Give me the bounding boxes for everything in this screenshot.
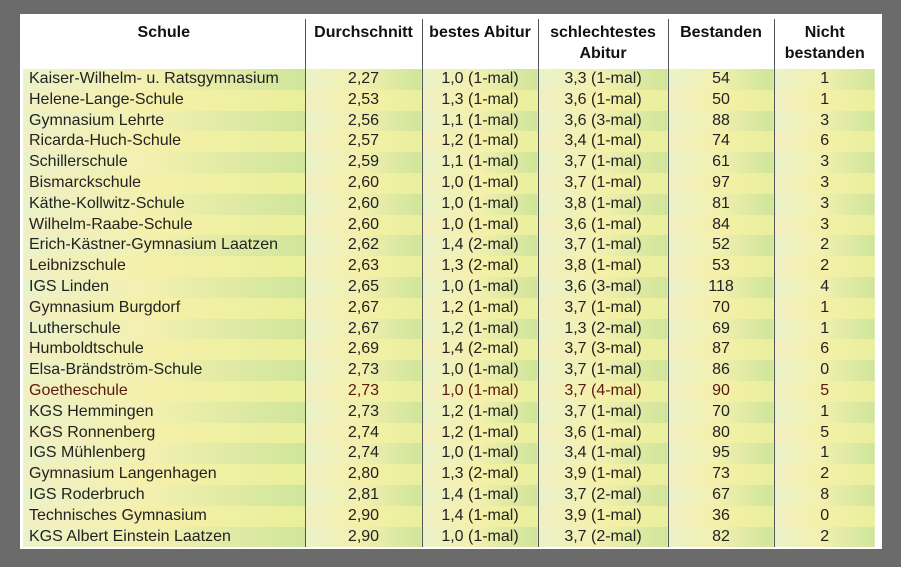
cell-worst: 3,6 (1-mal) — [538, 90, 668, 111]
cell-passed: 87 — [668, 339, 774, 360]
cell-worst: 3,9 (1-mal) — [538, 506, 668, 527]
cell-worst: 3,8 (1-mal) — [538, 194, 668, 215]
cell-failed: 3 — [774, 194, 875, 215]
cell-worst: 3,6 (3-mal) — [538, 277, 668, 298]
cell-best: 1,2 (1-mal) — [422, 423, 538, 444]
cell-failed: 2 — [774, 235, 875, 256]
table-row — [23, 256, 875, 277]
cell-worst: 3,7 (1-mal) — [538, 235, 668, 256]
header-bestes-abitur: bestes Abitur — [422, 19, 538, 69]
cell-school: Schillerschule — [23, 152, 305, 173]
cell-school: Helene-Lange-Schule — [23, 90, 305, 111]
cell-passed: 86 — [668, 360, 774, 381]
cell-passed: 74 — [668, 131, 774, 152]
cell-failed: 2 — [774, 527, 875, 548]
cell-worst: 1,3 (2-mal) — [538, 319, 668, 340]
cell-passed: 36 — [668, 506, 774, 527]
cell-worst: 3,7 (1-mal) — [538, 152, 668, 173]
cell-average: 2,27 — [305, 69, 422, 90]
cell-average: 2,73 — [305, 402, 422, 423]
cell-worst: 3,7 (1-mal) — [538, 360, 668, 381]
cell-school: Lutherschule — [23, 319, 305, 340]
cell-passed: 67 — [668, 485, 774, 506]
cell-best: 1,0 (1-mal) — [422, 277, 538, 298]
table-row — [23, 69, 875, 90]
table-row — [23, 277, 875, 298]
cell-failed: 6 — [774, 131, 875, 152]
cell-failed: 3 — [774, 111, 875, 132]
cell-best: 1,0 (1-mal) — [422, 527, 538, 548]
cell-best: 1,2 (1-mal) — [422, 402, 538, 423]
cell-passed: 82 — [668, 527, 774, 548]
table-row — [23, 173, 875, 194]
cell-school: Kaiser-Wilhelm- u. Ratsgymnasium — [23, 69, 305, 90]
cell-worst: 3,7 (2-mal) — [538, 485, 668, 506]
cell-worst: 3,4 (1-mal) — [538, 443, 668, 464]
cell-best: 1,4 (2-mal) — [422, 339, 538, 360]
cell-failed: 1 — [774, 298, 875, 319]
cell-school: Bismarckschule — [23, 173, 305, 194]
cell-passed: 84 — [668, 215, 774, 236]
cell-average: 2,53 — [305, 90, 422, 111]
cell-school: KGS Ronnenberg — [23, 423, 305, 444]
table-row — [23, 423, 875, 444]
header-nicht-bestanden: Nicht bestanden — [774, 19, 875, 69]
cell-best: 1,4 (1-mal) — [422, 485, 538, 506]
cell-average: 2,69 — [305, 339, 422, 360]
table-row — [23, 485, 875, 506]
cell-failed: 2 — [774, 464, 875, 485]
cell-worst: 3,7 (4-mal) — [538, 381, 668, 402]
cell-best: 1,2 (1-mal) — [422, 298, 538, 319]
cell-average: 2,67 — [305, 298, 422, 319]
cell-best: 1,2 (1-mal) — [422, 131, 538, 152]
cell-best: 1,3 (2-mal) — [422, 256, 538, 277]
table-row — [23, 381, 875, 402]
header-durchschnitt: Durchschnitt — [305, 19, 422, 69]
cell-passed: 70 — [668, 402, 774, 423]
cell-best: 1,0 (1-mal) — [422, 69, 538, 90]
cell-average: 2,60 — [305, 173, 422, 194]
cell-failed: 1 — [774, 69, 875, 90]
cell-average: 2,81 — [305, 485, 422, 506]
cell-worst: 3,9 (1-mal) — [538, 464, 668, 485]
cell-best: 1,4 (1-mal) — [422, 506, 538, 527]
cell-school: Elsa-Brändström-Schule — [23, 360, 305, 381]
cell-best: 1,0 (1-mal) — [422, 194, 538, 215]
cell-school: Gymnasium Lehrte — [23, 111, 305, 132]
cell-passed: 54 — [668, 69, 774, 90]
cell-best: 1,0 (1-mal) — [422, 381, 538, 402]
cell-school: Gymnasium Langenhagen — [23, 464, 305, 485]
cell-average: 2,56 — [305, 111, 422, 132]
cell-passed: 80 — [668, 423, 774, 444]
cell-average: 2,59 — [305, 152, 422, 173]
cell-school: Erich-Kästner-Gymnasium Laatzen — [23, 235, 305, 256]
cell-school: Wilhelm-Raabe-Schule — [23, 215, 305, 236]
table-row — [23, 131, 875, 152]
cell-best: 1,4 (2-mal) — [422, 235, 538, 256]
cell-worst: 3,7 (1-mal) — [538, 298, 668, 319]
school-results-table — [23, 19, 875, 547]
cell-school: IGS Roderbruch — [23, 485, 305, 506]
cell-failed: 1 — [774, 443, 875, 464]
cell-average: 2,67 — [305, 319, 422, 340]
cell-school: KGS Hemmingen — [23, 402, 305, 423]
cell-passed: 52 — [668, 235, 774, 256]
cell-average: 2,90 — [305, 527, 422, 548]
cell-failed: 1 — [774, 402, 875, 423]
cell-worst: 3,7 (1-mal) — [538, 402, 668, 423]
cell-worst: 3,6 (1-mal) — [538, 215, 668, 236]
cell-passed: 70 — [668, 298, 774, 319]
cell-average: 2,60 — [305, 194, 422, 215]
cell-school: IGS Mühlenberg — [23, 443, 305, 464]
cell-school: Ricarda-Huch-Schule — [23, 131, 305, 152]
cell-passed: 61 — [668, 152, 774, 173]
cell-average: 2,65 — [305, 277, 422, 298]
table-row — [23, 152, 875, 173]
cell-passed: 73 — [668, 464, 774, 485]
header-schlechtestes-abitur: schlechtestes Abitur — [538, 19, 668, 69]
table-header-row — [23, 19, 875, 69]
table-row — [23, 298, 875, 319]
cell-failed: 4 — [774, 277, 875, 298]
cell-passed: 97 — [668, 173, 774, 194]
cell-average: 2,74 — [305, 423, 422, 444]
cell-failed: 3 — [774, 152, 875, 173]
cell-best: 1,3 (2-mal) — [422, 464, 538, 485]
table-row — [23, 464, 875, 485]
cell-school: KGS Albert Einstein Laatzen — [23, 527, 305, 548]
cell-failed: 0 — [774, 506, 875, 527]
cell-passed: 50 — [668, 90, 774, 111]
cell-worst: 3,6 (3-mal) — [538, 111, 668, 132]
cell-average: 2,73 — [305, 381, 422, 402]
table-row — [23, 360, 875, 381]
table-row — [23, 527, 875, 548]
cell-average: 2,62 — [305, 235, 422, 256]
header-bestanden: Bestanden — [668, 19, 774, 69]
cell-best: 1,1 (1-mal) — [422, 152, 538, 173]
cell-school: Humboldtschule — [23, 339, 305, 360]
cell-worst: 3,4 (1-mal) — [538, 131, 668, 152]
cell-passed: 95 — [668, 443, 774, 464]
cell-school: Goetheschule — [23, 381, 305, 402]
cell-best: 1,0 (1-mal) — [422, 360, 538, 381]
cell-worst: 3,8 (1-mal) — [538, 256, 668, 277]
cell-school: Käthe-Kollwitz-Schule — [23, 194, 305, 215]
cell-school: Gymnasium Burgdorf — [23, 298, 305, 319]
table-row — [23, 339, 875, 360]
cell-worst: 3,6 (1-mal) — [538, 423, 668, 444]
cell-passed: 90 — [668, 381, 774, 402]
table-body — [23, 69, 875, 547]
table-row — [23, 506, 875, 527]
cell-passed: 69 — [668, 319, 774, 340]
table-row — [23, 111, 875, 132]
cell-average: 2,60 — [305, 215, 422, 236]
cell-best: 1,0 (1-mal) — [422, 215, 538, 236]
cell-best: 1,3 (1-mal) — [422, 90, 538, 111]
header-schule: Schule — [137, 24, 190, 41]
cell-best: 1,0 (1-mal) — [422, 173, 538, 194]
cell-failed: 5 — [774, 423, 875, 444]
cell-worst: 3,3 (1-mal) — [538, 69, 668, 90]
cell-failed: 6 — [774, 339, 875, 360]
table-row — [23, 443, 875, 464]
cell-failed: 3 — [774, 173, 875, 194]
cell-average: 2,90 — [305, 506, 422, 527]
cell-worst: 3,7 (3-mal) — [538, 339, 668, 360]
cell-failed: 1 — [774, 319, 875, 340]
cell-passed: 81 — [668, 194, 774, 215]
cell-best: 1,1 (1-mal) — [422, 111, 538, 132]
cell-school: IGS Linden — [23, 277, 305, 298]
table-row — [23, 402, 875, 423]
cell-failed: 3 — [774, 215, 875, 236]
cell-best: 1,0 (1-mal) — [422, 443, 538, 464]
cell-passed: 53 — [668, 256, 774, 277]
cell-school: Leibnizschule — [23, 256, 305, 277]
cell-failed: 1 — [774, 90, 875, 111]
cell-worst: 3,7 (2-mal) — [538, 527, 668, 548]
table-row — [23, 194, 875, 215]
cell-failed: 2 — [774, 256, 875, 277]
cell-failed: 8 — [774, 485, 875, 506]
cell-failed: 0 — [774, 360, 875, 381]
cell-passed: 88 — [668, 111, 774, 132]
cell-best: 1,2 (1-mal) — [422, 319, 538, 340]
table-row — [23, 319, 875, 340]
cell-average: 2,57 — [305, 131, 422, 152]
cell-passed: 118 — [668, 277, 774, 298]
cell-average: 2,80 — [305, 464, 422, 485]
table-row — [23, 90, 875, 111]
cell-average: 2,73 — [305, 360, 422, 381]
table-row — [23, 215, 875, 236]
cell-average: 2,74 — [305, 443, 422, 464]
cell-failed: 5 — [774, 381, 875, 402]
cell-school: Technisches Gymnasium — [23, 506, 305, 527]
table-row — [23, 235, 875, 256]
cell-worst: 3,7 (1-mal) — [538, 173, 668, 194]
cell-average: 2,63 — [305, 256, 422, 277]
table-paper — [20, 14, 882, 549]
